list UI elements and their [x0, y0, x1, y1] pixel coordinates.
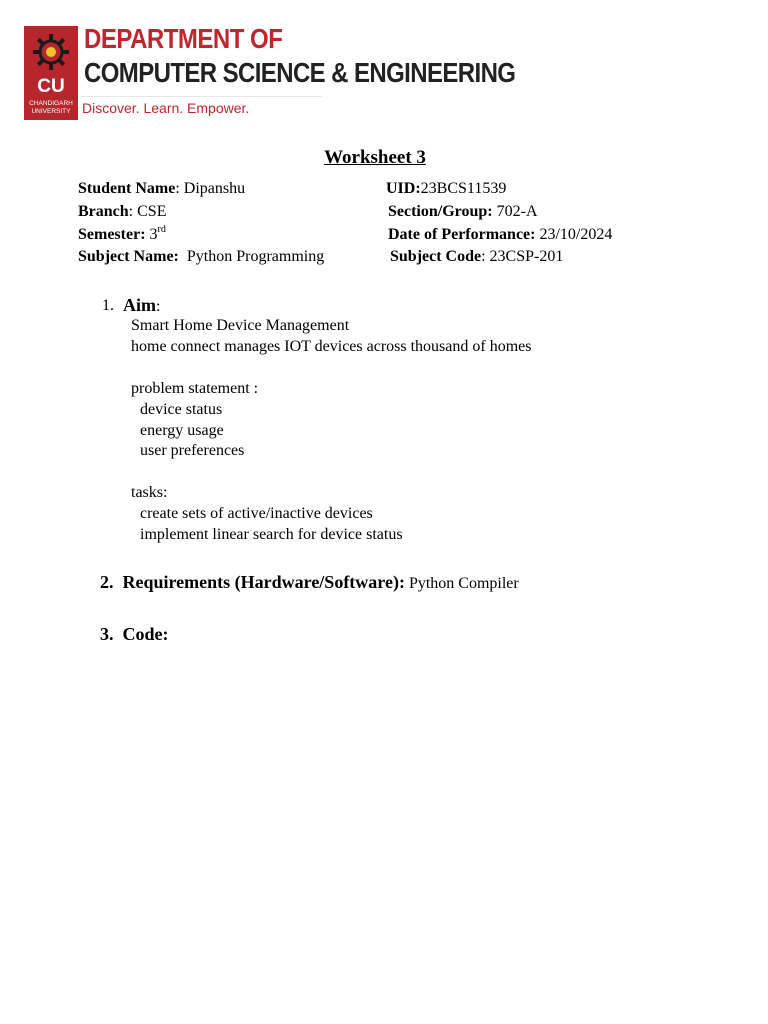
requirements-value: Python Compiler: [404, 575, 519, 592]
student-name-label: Student Name: [78, 180, 176, 197]
branch-label: Branch: [78, 203, 129, 220]
aim-line: Smart Home Device Management: [131, 317, 350, 334]
subject-code-label: Subject Code: [390, 248, 482, 265]
aim-line: problem statement :: [131, 380, 259, 397]
requirements-label: Requirements (Hardware/Software):: [122, 572, 405, 592]
aim-line: tasks:: [131, 484, 168, 501]
aim-line: implement linear search for device status: [140, 526, 403, 543]
date-label: Date of Performance:: [388, 226, 536, 243]
aim-heading: [123, 295, 160, 316]
student-name-value: : Dipanshu: [175, 180, 246, 197]
section-label: Section/Group:: [388, 203, 493, 220]
department-title-line2: COMPUTER SCIENCE & ENGINEERING: [84, 58, 516, 90]
subject-code-row: [390, 248, 563, 266]
semester-row: [78, 226, 166, 244]
date-row: [388, 226, 612, 244]
aim-colon: :: [156, 298, 161, 315]
requirements-number: 2.: [100, 572, 114, 592]
gear-emblem-icon: [31, 32, 71, 72]
subject-code-value: : 23CSP-201: [481, 248, 564, 265]
semester-suffix: rd: [157, 224, 166, 235]
logo-cu-text: CU: [37, 76, 65, 97]
logo-university-text: CHANDIGARH UNIVERSITY: [29, 100, 73, 115]
university-logo: [24, 26, 78, 120]
date-value: 23/10/2024: [535, 226, 613, 243]
requirements-heading: [100, 572, 519, 593]
branch-row: [78, 203, 166, 221]
uid-row: [386, 180, 506, 198]
aim-line: home connect manages IOT devices across thousand of homes: [131, 338, 532, 355]
department-title-line1: DEPARTMENT OF: [84, 24, 283, 56]
section-row: [388, 203, 538, 221]
aim-line: create sets of active/inactive devices: [140, 505, 373, 522]
semester-value: 3: [145, 226, 158, 243]
semester-label: Semester:: [78, 226, 146, 243]
uid-label: UID:: [386, 180, 421, 197]
header-divider: [82, 96, 322, 97]
code-number: 3.: [100, 624, 114, 644]
department-header: [24, 22, 516, 122]
aim-number: 1.: [102, 297, 114, 314]
section-value: 702-A: [492, 203, 538, 220]
aim-line: user preferences: [140, 442, 245, 459]
uid-value: 23BCS11539: [420, 180, 507, 197]
student-name-row: [78, 180, 245, 198]
code-label: Code:: [122, 624, 169, 644]
subject-name-value: Python Programming: [178, 248, 325, 265]
tagline: Discover. Learn. Empower.: [82, 100, 250, 116]
branch-value: : CSE: [128, 203, 167, 220]
aim-line: device status: [140, 401, 223, 418]
subject-name-label: Subject Name:: [78, 248, 179, 265]
code-heading: [100, 624, 169, 645]
worksheet-title: Worksheet 3: [324, 147, 426, 168]
aim-line: energy usage: [140, 422, 224, 439]
subject-name-row: [78, 248, 324, 266]
aim-label: Aim: [123, 295, 156, 315]
